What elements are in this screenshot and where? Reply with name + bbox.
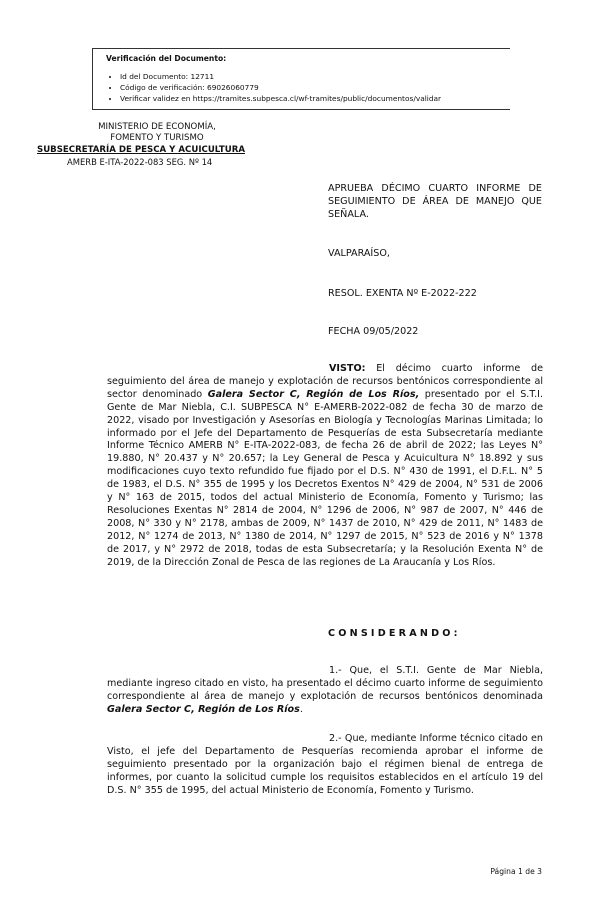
page-number: Página 1 de 3 <box>490 867 542 876</box>
considerando-heading: CONSIDERANDO: <box>328 628 461 639</box>
considerando-paragraph-1 <box>107 665 543 717</box>
considerando-2-number: 2.- <box>329 733 342 744</box>
visto-text-a: El décimo cuarto informe de seguimiento del área de manejo y explotación de recursos bentónicos correspondiente al sector denominado <box>107 363 543 400</box>
resolution-subject: APRUEBA DÉCIMO CUARTO INFORME DE SEGUIMIENTO DE ÁREA DE MANEJO QUE SEÑALA. <box>328 183 542 220</box>
considerando-1-area: Galera Sector C, Región de Los Ríos <box>107 703 300 715</box>
ministry-name <box>60 122 254 144</box>
considerando-1-text-a: Que, el S.T.I. Gente de Mar Niebla, mediante ingreso citado en visto, ha presentado el décimo cuarto informe de seguimiento correspondiente al área de manejo y explotación de recursos bentónicos denominada <box>107 665 543 702</box>
resolution-date: FECHA 09/05/2022 <box>328 326 419 337</box>
reference-code: AMERB E-ITA-2022-083 SEG. Nº 14 <box>67 157 213 167</box>
considerando-1-number: 1.- <box>329 665 342 676</box>
visto-text-b: presentado por el S.T.I. Gente de Mar Niebla, C.I. SUBPESCA N° E-AMERB-2022-082 de fecha 30 de marzo de 2022, visado por Investigación y Asesorías en Biología y Tecnologías Marinas Limitada; lo informado por el Jefe del Departamento de Pesquerías de esta Subsecretaría mediante Informe Técnico AMERB N° E-ITA-2022-083, de fecha 26 de abril de 2022; las Leyes N° 19.880, N° 20.437 y N° 20.657; la Ley General de Pesca y Acuicultura N° 18.892 y sus modificaciones cuyo texto refundido fue fijado por el D.S. N° 430 de 1991, el D.F.L. N° 5 de 1983, el D.S. N° 355 de 1995 y los Decretos Exentos N° 429 de 2004, N° 531 de 2006 y N° 163 de 2015, todos del actual Ministerio de Economía, Fomento y Turismo; las Resoluciones Exentas N° 2814 de 2004, N° 1296 de 2006, N° 987 de 2007, N° 446 de 2008, N° 330 y N° 2178, ambas de 2009, N° 1437 de 2010, N° 429 de 2011, N° 1483 de 2012, N° 1274 de 2013, N° 1380 de 2014, N° 1297 de 2015, N° 523 de 2016 y N° 1378 de 2017, y N° 2972 de 2018, todas de esta Subsecretaría; y la Resolución Exenta N° de 2019, de la Dirección Zonal de Pesca de las regiones de La Araucanía y Los Ríos. <box>107 388 543 568</box>
visto-paragraph <box>107 363 543 570</box>
ministry-line-2: FOMENTO Y TURISMO <box>110 133 204 143</box>
verification-list <box>106 71 510 104</box>
resolution-place: VALPARAÍSO, <box>328 248 390 259</box>
considerando-paragraph-2 <box>107 733 543 798</box>
verification-id: • Id del Documento: 12711 <box>120 71 510 82</box>
considerando-1-text-b: . <box>299 703 303 715</box>
verification-box <box>92 48 510 110</box>
verification-code: • Código de verificación: 69026060779 <box>120 82 510 93</box>
visto-area-name: Galera Sector C, Región de Los Ríos, <box>207 388 420 400</box>
visto-label: VISTO: <box>329 363 366 374</box>
verification-link[interactable]: • Verificar validez en https://tramites.subpesca.cl/wf-tramites/public/documentos/validar <box>120 93 510 104</box>
considerando-2-text: Que, mediante Informe técnico citado en Visto, el jefe del Departamento de Pesquerías recomienda aprobar el informe de seguimiento presentado por la organización bajo el régimen bienal de entrega de informes, por cuanto la solicitud cumple los requisitos establecidos en el artículo 19 del D.S. N° 355 de 1995, del actual Ministerio de Economía, Fomento y Turismo. <box>107 733 543 796</box>
resolution-number: RESOL. EXENTA Nº E-2022-222 <box>328 288 477 299</box>
ministry-line-1: MINISTERIO DE ECONOMÍA, <box>98 122 216 132</box>
subsecretaria-name: SUBSECRETARÍA DE PESCA Y ACUICULTURA <box>37 145 245 155</box>
verification-title: Verificación del Documento: <box>106 54 227 63</box>
